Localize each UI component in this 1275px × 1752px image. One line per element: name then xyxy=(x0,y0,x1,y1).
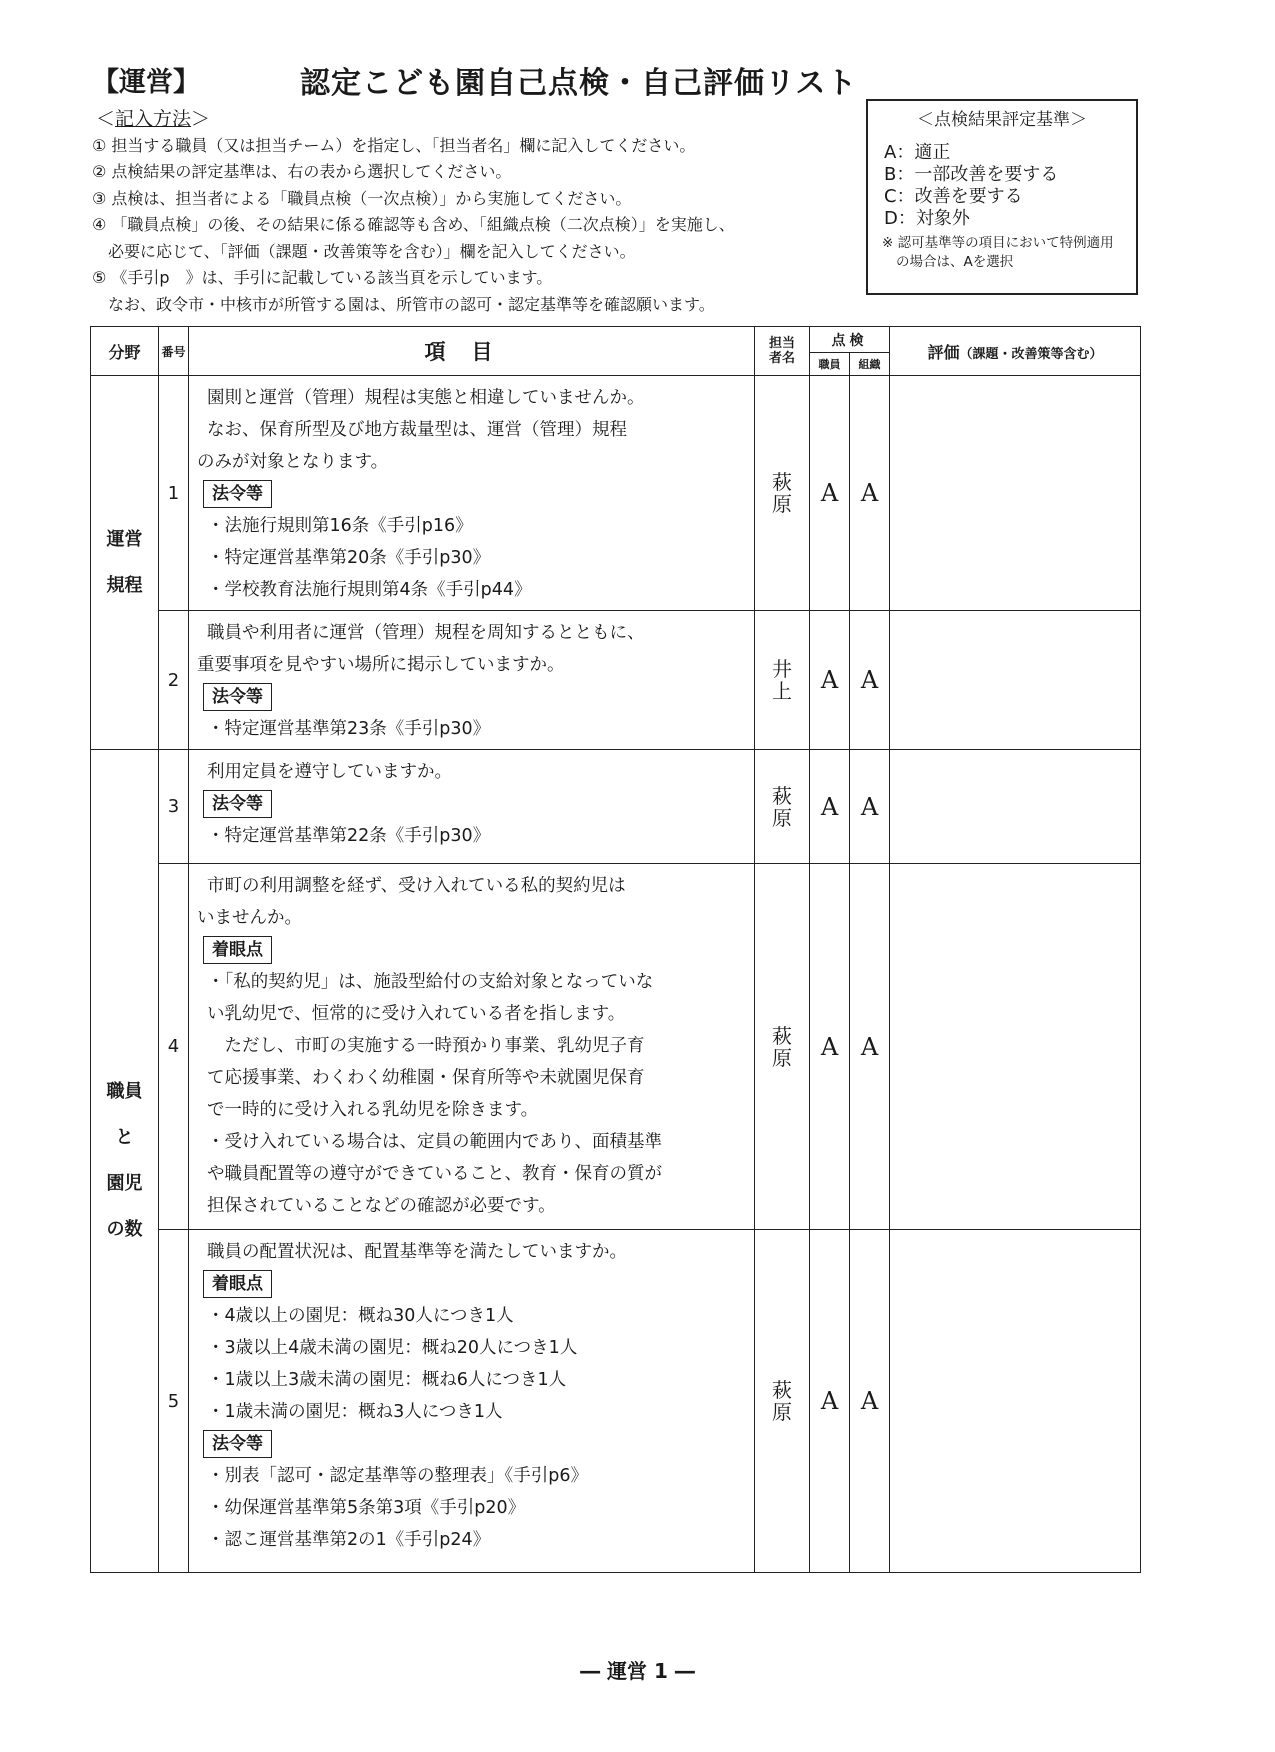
row-number: 5 xyxy=(159,1230,189,1573)
table-row xyxy=(91,864,1141,1230)
owner-cell xyxy=(755,1230,810,1573)
criteria-note: ※ 認可基準等の項目において特例適用の場合は、Aを選択 xyxy=(882,235,1114,270)
item-bullet: ・幼保運営基準第5条第3項《手引p20》 xyxy=(207,1498,526,1518)
item-question: 利用定員を遵守していますか。 xyxy=(207,762,452,782)
header-tag: 【運営】 xyxy=(92,67,200,98)
table-row xyxy=(91,750,1141,864)
org-result: A xyxy=(850,376,890,611)
org-result: A xyxy=(850,611,890,750)
item-note: ・「私的契約児」は、施設型給付の支給対象となっていな xyxy=(207,972,654,992)
checklist-table xyxy=(90,326,1141,1573)
header-check-staff: 職員 xyxy=(810,352,850,375)
owner-cell xyxy=(755,750,810,864)
owner-cell xyxy=(755,611,810,750)
instruction-line: ④ 「職員点検」の後、その結果に係る確認等も含め、「組織点検（二次点検）」を実施し、 xyxy=(92,215,735,234)
row-number: 3 xyxy=(159,750,189,864)
org-result: A xyxy=(850,864,890,1230)
item-question: 職員や利用者に運営（管理）規程を周知するとともに、 xyxy=(207,623,645,643)
header-owner-line1: 担当 xyxy=(768,336,795,351)
eval-cell[interactable] xyxy=(890,864,1141,1230)
field-label: 職員 xyxy=(106,1081,143,1102)
row-number: 4 xyxy=(159,864,189,1230)
item-cell xyxy=(189,1230,755,1573)
item-bullet: ・特定運営基準第23条《手引p30》 xyxy=(207,719,491,739)
item-bullet: ・4歳以上の園児：概ね30人につき1人 xyxy=(207,1306,514,1326)
owner-name: 萩 xyxy=(772,1378,792,1402)
legal-label: 法令等 xyxy=(203,683,272,711)
owner-name: 原 xyxy=(772,805,792,830)
item-cell xyxy=(189,611,755,750)
header-no: 番号 xyxy=(159,327,189,376)
item-question: 園則と運営（管理）規程は実態と相違していませんか。 xyxy=(207,388,645,408)
owner-cell xyxy=(755,864,810,1230)
owner-name: 原 xyxy=(772,1045,792,1070)
page-footer: ― 運営 1 ― xyxy=(580,1659,695,1683)
item-note: い乳幼児で、恒常的に受け入れている者を指します。 xyxy=(207,1004,626,1024)
header-owner-line2: 者名 xyxy=(768,351,795,366)
item-bullet: ・1歳以上3歳未満の園児：概ね6人につき1人 xyxy=(207,1370,567,1390)
table-row xyxy=(91,376,1141,611)
instructions-title-suffix: ＞ xyxy=(191,108,211,130)
owner-name: 萩 xyxy=(772,1023,792,1048)
instructions-title-prefix: ＜ xyxy=(96,108,116,130)
instruction-line: ② 点検結果の評定基準は、右の表から選択してください。 xyxy=(92,162,512,181)
item-note: て応援事業、わくわく幼稚園・保育所等や未就園児保育 xyxy=(207,1068,645,1088)
legal-label: 法令等 xyxy=(203,790,272,818)
owner-cell xyxy=(755,376,810,611)
header-field: 分野 xyxy=(91,327,159,376)
instruction-line: ⑤ 《手引p 》は、手引に記載している該当頁を示しています。 xyxy=(92,268,553,287)
item-cell xyxy=(189,750,755,864)
field-cell-staff-children xyxy=(91,750,159,1573)
field-label: 運営 xyxy=(106,528,143,550)
item-note: ただし、市町の実施する一時預かり事業、乳幼児子育 xyxy=(207,1036,645,1056)
field-cell-management-rules xyxy=(91,376,159,750)
instruction-line: 必要に応じて、「評価（課題・改善策等を含む）」欄を記入してください。 xyxy=(92,241,636,261)
header-eval-sub: （課題・改善策等含む） xyxy=(959,346,1103,362)
item-question: 重要事項を見やすい場所に掲示していますか。 xyxy=(197,655,565,675)
field-label: の数 xyxy=(106,1219,143,1240)
item-bullet: ・3歳以上4歳未満の園児：概ね20人につき1人 xyxy=(207,1338,578,1358)
item-cell xyxy=(189,376,755,611)
instruction-line: ① 担当する職員（又は担当チーム）を指定し、「担当者名」欄に記入してください。 xyxy=(92,135,696,155)
table-row xyxy=(91,1230,1141,1573)
item-bullet: ・1歳未満の園児：概ね3人につき1人 xyxy=(207,1402,503,1422)
viewpoint-label: 着眼点 xyxy=(203,1270,272,1298)
header-eval xyxy=(890,327,1141,376)
table-header-row xyxy=(91,327,1141,353)
staff-result: A xyxy=(810,376,850,611)
table-row xyxy=(91,611,1141,750)
item-note: や職員配置等の遵守ができていること、教育・保育の質が xyxy=(207,1164,662,1184)
owner-name: 上 xyxy=(772,679,792,703)
legal-label: 法令等 xyxy=(203,1430,272,1458)
criteria-item-b: B：一部改善を要する xyxy=(884,164,1059,185)
item-cell xyxy=(189,864,755,1230)
staff-result: A xyxy=(810,750,850,864)
header-check-org: 組織 xyxy=(850,352,890,375)
row-number: 2 xyxy=(159,611,189,750)
item-bullet: ・認こ運営基準第2の1《手引p24》 xyxy=(207,1530,491,1550)
owner-name: 井 xyxy=(772,657,792,681)
header-owner xyxy=(755,327,810,376)
criteria-item-a: A：適正 xyxy=(884,142,951,163)
owner-name: 原 xyxy=(772,1400,792,1424)
org-result: A xyxy=(850,750,890,864)
eval-cell[interactable] xyxy=(890,611,1141,750)
field-label: 園児 xyxy=(106,1173,143,1194)
item-question: 市町の利用調整を経ず、受け入れている私的契約児は xyxy=(207,876,626,896)
staff-result: A xyxy=(810,611,850,750)
instructions-title xyxy=(96,106,832,133)
item-note: 担保されていることなどの確認が必要です。 xyxy=(207,1196,556,1216)
staff-result: A xyxy=(810,1230,850,1573)
item-question: いませんか。 xyxy=(197,908,302,928)
criteria-item-c: C：改善を要する xyxy=(884,186,1023,207)
eval-cell[interactable] xyxy=(890,1230,1141,1573)
header-check: 点検 xyxy=(810,327,890,353)
instructions-title-text: 記入方法 xyxy=(115,108,192,130)
item-question: のみが対象となります。 xyxy=(197,452,389,472)
item-bullet: ・学校教育法施行規則第4条《手引p44》 xyxy=(207,580,532,600)
page-title: 認定こども園自己点検・自己評価リスト xyxy=(300,66,858,101)
instruction-line: ③ 点検は、担当者による「職員点検（一次点検）」から実施してください。 xyxy=(92,188,632,208)
owner-name: 萩 xyxy=(772,783,792,808)
item-note: で一時的に受け入れる乳幼児を除きます。 xyxy=(207,1100,539,1120)
owner-name: 原 xyxy=(772,492,792,516)
criteria-title: ＜点検結果評定基準＞ xyxy=(917,110,1087,130)
viewpoint-label: 着眼点 xyxy=(203,936,272,964)
instructions xyxy=(92,106,832,318)
org-result: A xyxy=(850,1230,890,1573)
field-label: 規程 xyxy=(106,574,143,596)
legal-label: 法令等 xyxy=(203,480,272,508)
row-number: 1 xyxy=(159,376,189,611)
item-bullet: ・特定運営基準第20条《手引p30》 xyxy=(207,548,491,568)
item-bullet: ・特定運営基準第22条《手引p30》 xyxy=(207,826,491,846)
eval-cell[interactable] xyxy=(890,750,1141,864)
criteria-box xyxy=(866,99,1138,295)
item-note: ・受け入れている場合は、定員の範囲内であり、面積基準 xyxy=(207,1132,662,1152)
item-bullet: ・別表「認可・認定基準等の整理表」《手引p6》 xyxy=(207,1466,588,1486)
header-eval-main: 評価 xyxy=(927,342,960,362)
criteria-item-d: D：対象外 xyxy=(884,208,970,229)
field-label: と xyxy=(115,1127,134,1148)
item-question: 職員の配置状況は、配置基準等を満たしていますか。 xyxy=(207,1242,627,1262)
owner-name: 萩 xyxy=(772,470,792,494)
item-bullet: ・法施行規則第16条《手引p16》 xyxy=(207,516,473,536)
eval-cell[interactable] xyxy=(890,376,1141,611)
staff-result: A xyxy=(810,864,850,1230)
header-item: 項目 xyxy=(189,327,755,376)
item-question: なお、保育所型及び地方裁量型は、運営（管理）規程 xyxy=(207,420,627,440)
instruction-line: なお、政令市・中核市が所管する園は、所管市の認可・認定基準等を確認願います。 xyxy=(92,294,715,314)
